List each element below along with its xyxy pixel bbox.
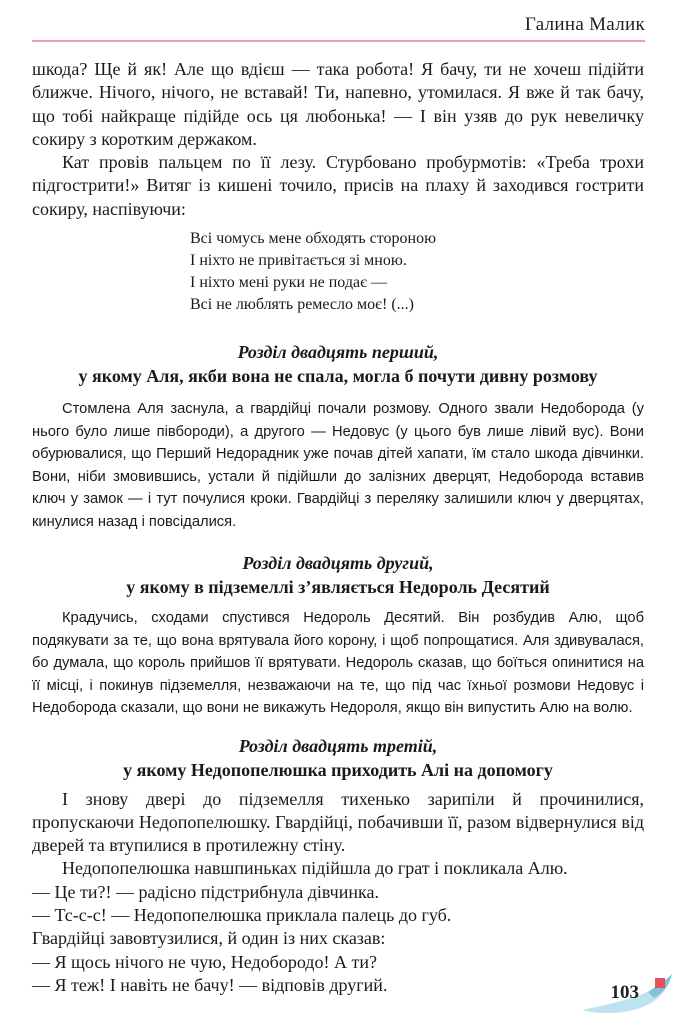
poem-line: Всі не люблять ремесло моє! (...) — [190, 296, 414, 314]
chapter-subtitle: у якому в підземеллі з’являється Недороль Десятий — [126, 577, 550, 598]
poem-line: І ніхто мені руки не подає — — [190, 274, 387, 292]
chapter-title: Розділ двадцять другий, — [242, 553, 434, 574]
body-paragraph: І знову двері до підземелля тихенько зарипіли й прочинилися, пропускаючи Недопопелюшку. Гвардійці, побачивши її, разом відвернулися від дверей та втупилися в протилежну стіну. — [32, 788, 644, 856]
chapter-summary: Стомлена Аля заснула, а гвардійці почали розмову. Одного звали Недоборода (у нього було лише півбороди), а другого — Недовус (у цього був лише лівий вус). Вони обурювалися, що Перший Недорадник уже почав дітей хапати, їм стало шкода дівчинки. Вони, ніби змовившись, устали й підійшли до залізних дверцят, Недоборода вставив ключ у замок — і тут почулися кроки. Гвардійці з переляку залишили ключ у дверцятах, кинулися назад і повсідалися. — [32, 401, 644, 530]
chapter-heading-23 — [32, 734, 644, 782]
poem-block — [190, 228, 644, 316]
page-number: 103 — [610, 982, 639, 1003]
dialogue-line: — Тс-с-с! — Недопопелюшка приклала палець до губ. — [32, 905, 452, 926]
chapter-summary: Крадучись, сходами спустився Недороль Десятий. Він розбудив Алю, щоб подякувати за те, що вона врятувала його корону, і щоб попрощатися. Аля здивувалася, бо думала, що король прийшов її врятувати. Недороль сказав, що боїться опинитися на її місці, і покинув підземелля, незважаючи на те, що під час їхньої розмови Недовус і Недоборода сказали, що вони не викажуть Недороля, якщо він випустить Алю на волю. — [32, 610, 644, 717]
header-divider — [32, 40, 645, 42]
poem-line: Всі чомусь мене обходять стороною — [190, 230, 437, 248]
dialogue-line: — Я щось нічого не чую, Недобородо! А ти? — [32, 951, 377, 972]
dialogue-line: — Це ти?! — радісно підстрибнула дівчинка. — [32, 881, 379, 902]
page-content — [32, 58, 644, 997]
poem-line: І ніхто не привітається зі мною. — [190, 252, 407, 270]
chapter-text — [32, 788, 644, 998]
chapter-subtitle: у якому Недопопелюшка приходить Алі на допомогу — [123, 759, 553, 780]
chapter-title: Розділ двадцять третій, — [238, 735, 438, 756]
body-line: Недопопелюшка навшпиньках підійшла до грат і покликала Алю. — [62, 858, 568, 879]
dialogue-line: — Я теж! І навіть не бачу! — відповів другий. — [32, 974, 388, 995]
body-paragraph: шкода? Ще й як! Але що вдієш — така робота! Я бачу, ти не хочеш підійти ближче. Нічого, нічого, не вставай! Ти, напевно, утомилася. Я вже й так бачу, що тобі найкраще підійде ось ця любонька! — І він узяв до рук невеличку сокиру з коротким держаком. — [32, 59, 644, 149]
chapter-heading-21 — [32, 340, 644, 388]
chapter-subtitle: у якому Аля, якби вона не спала, могла б почути дивну розмову — [78, 366, 598, 387]
running-header-author: Галина Малик — [524, 14, 645, 35]
body-paragraph: Кат провів пальцем по її лезу. Стурбовано пробурмотів: «Треба трохи підгострити!» Витяг із кишені точило, присів на плаху й заходився гострити сокиру, наспівуючи: — [32, 152, 644, 219]
chapter-title: Розділ двадцять перший, — [237, 342, 439, 363]
chapter-heading-22 — [32, 551, 644, 599]
body-line: Гвардійці завовтузилися, й один із них сказав: — [32, 928, 386, 949]
